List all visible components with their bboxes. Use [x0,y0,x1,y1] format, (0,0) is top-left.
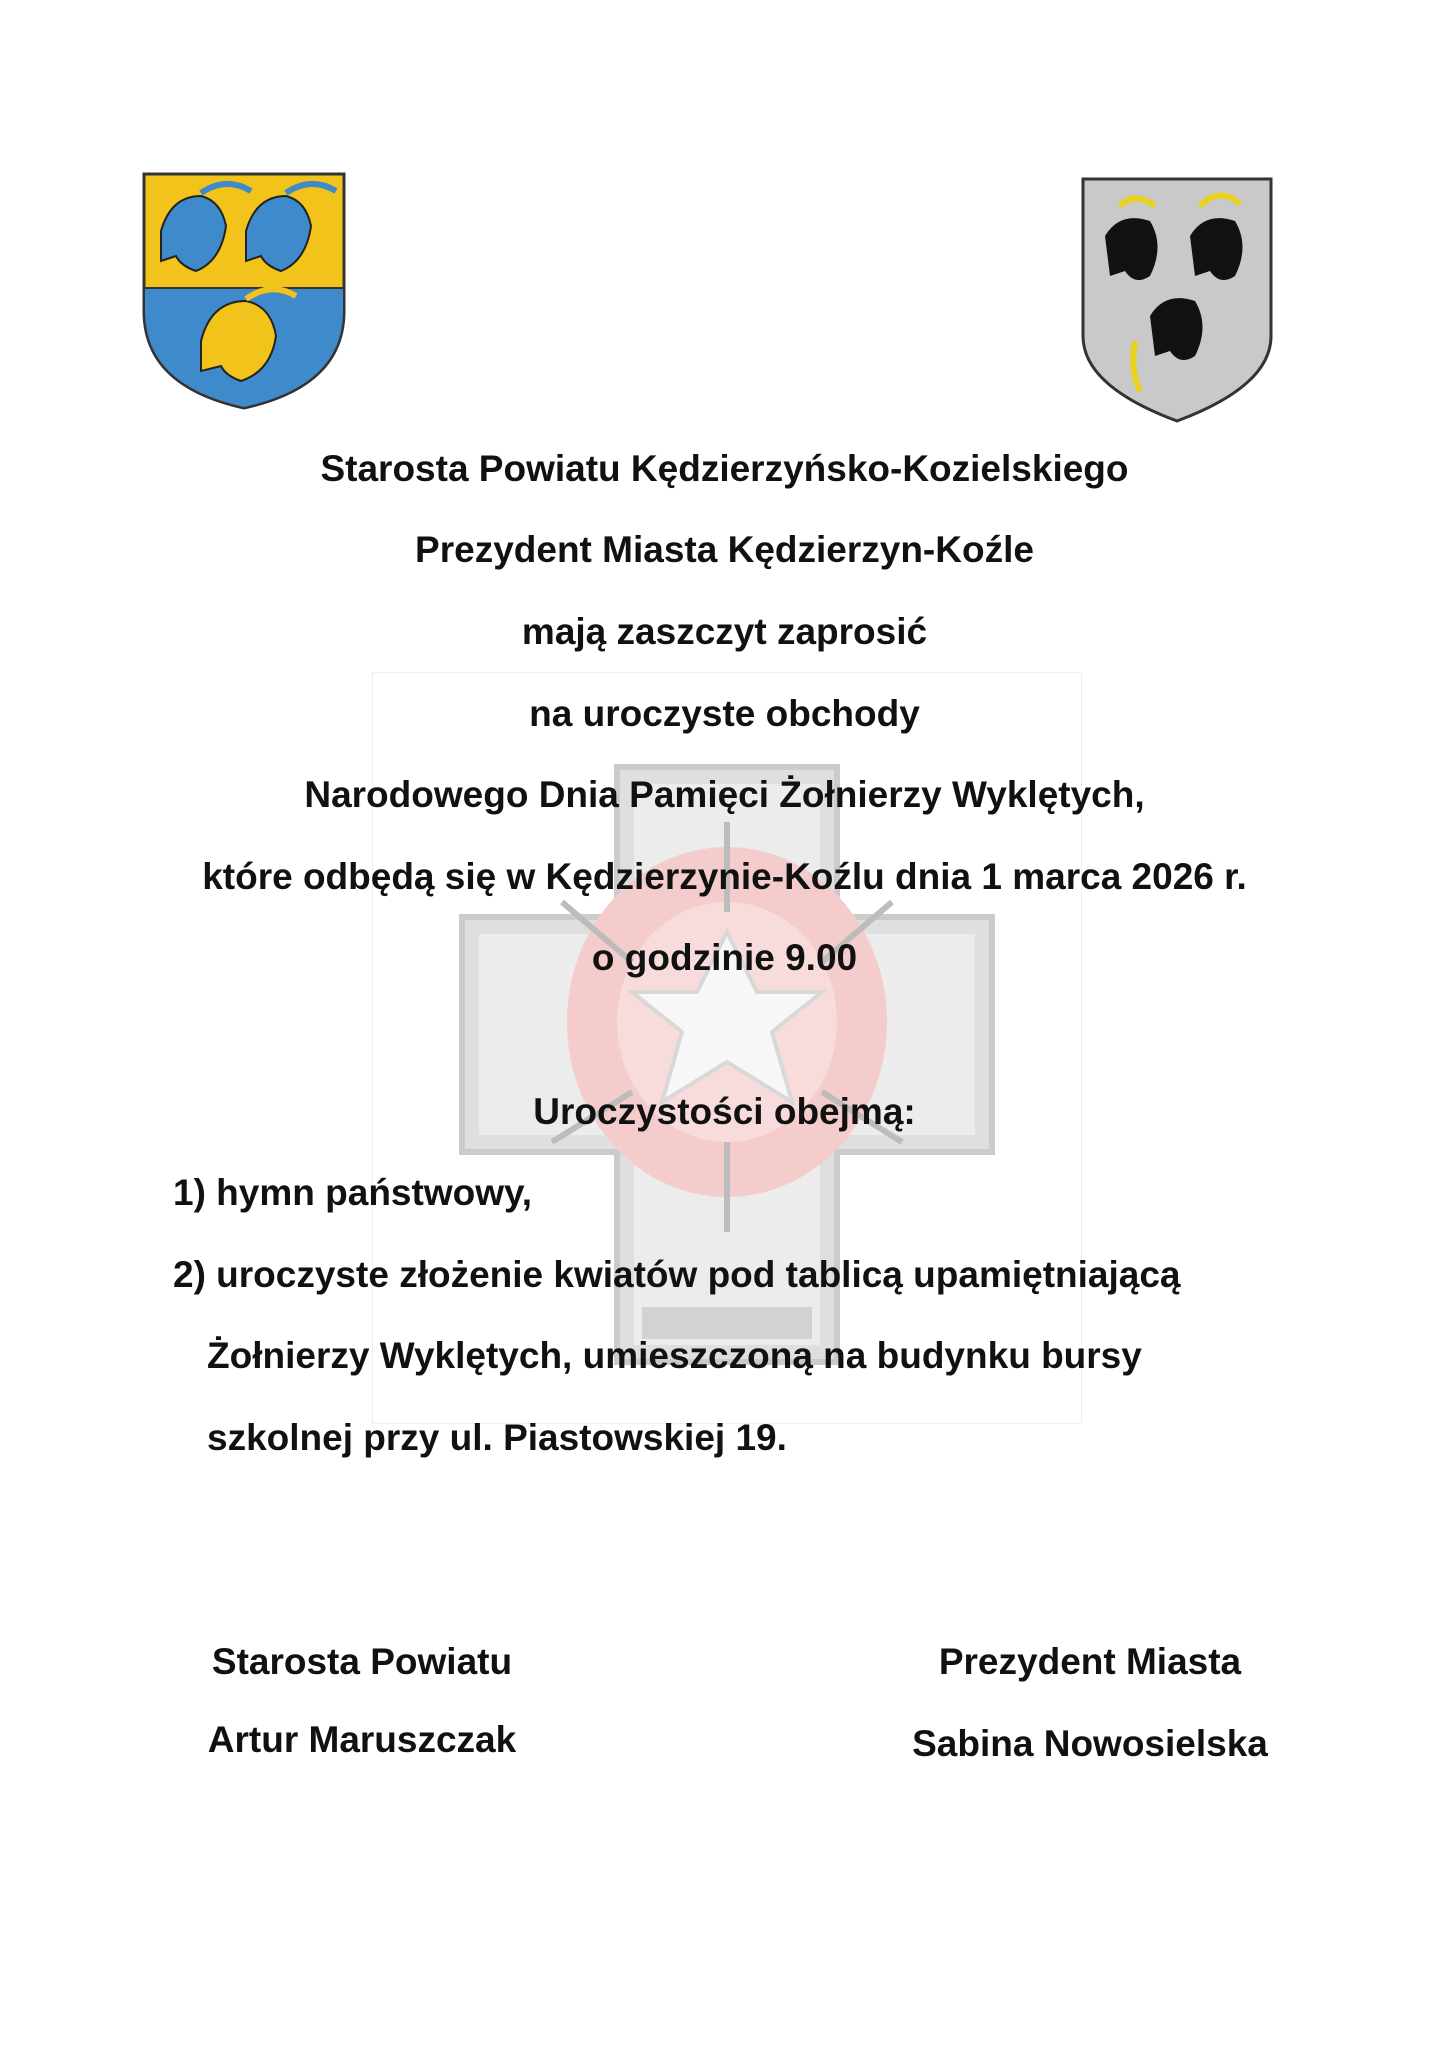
program-item-2-line-1: 2) uroczyste złożenie kwiatów pod tablicą upamiętniającą [173,1254,1181,1295]
city-coat-of-arms-icon [1080,176,1274,424]
program-item-2-line-2: Żołnierzy Wyklętych, umieszczoną na budynku bursy [207,1335,1142,1376]
signature-left-name: Artur Maruszczak [207,1719,517,1760]
invitation-line-6: które odbędą się w Kędzierzynie-Koźlu dnia 1 marca 2026 r. [202,856,1247,897]
invitation-line-5: Narodowego Dnia Pamięci Żołnierzy Wyklętych, [304,774,1145,815]
invitation-line-1: Starosta Powiatu Kędzierzyńsko-Kozielskiego [320,448,1129,489]
program-item-1: 1) hymn państwowy, [173,1172,533,1213]
invitation-line-3: mają zaszczyt zaprosić [521,611,928,652]
invitation-line-7: o godzinie 9.00 [591,937,858,978]
signature-left-title: Starosta Powiatu [211,1641,513,1682]
invitation-line-2: Prezydent Miasta Kędzierzyn-Koźle [415,529,1034,570]
county-coat-of-arms-icon [141,171,347,411]
invitation-line-4: na uroczyste obchody [529,693,920,734]
program-item-2-line-3: szkolnej przy ul. Piastowskiej 19. [207,1417,787,1458]
program-heading: Uroczystości obejmą: [533,1091,916,1132]
signature-right-name: Sabina Nowosielska [912,1723,1268,1764]
signature-right-title: Prezydent Miasta [938,1641,1242,1682]
